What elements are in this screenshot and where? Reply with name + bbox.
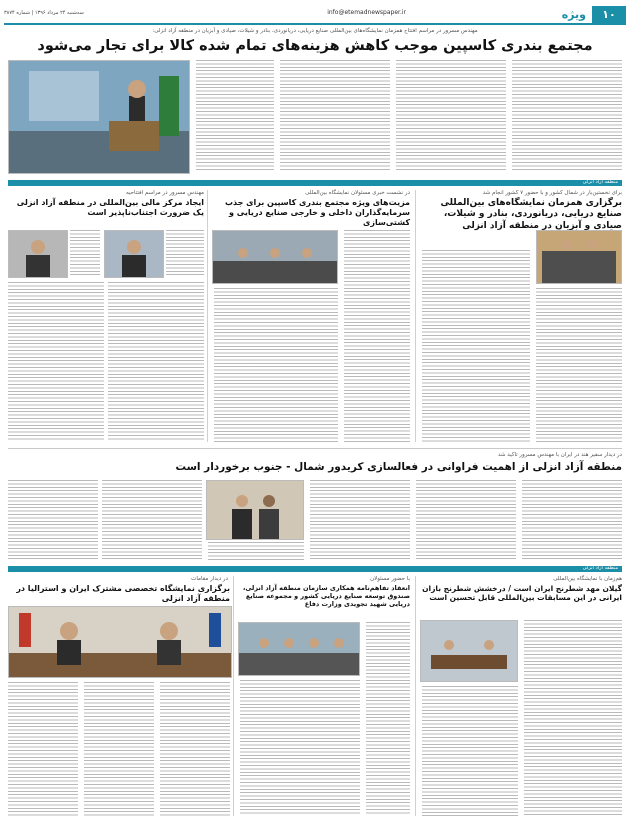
article-4-photo bbox=[420, 620, 518, 682]
article-3-text-1 bbox=[70, 230, 100, 276]
lead-kicker: مهندس مسرور در مراسم افتتاح همزمان نمایشگاه‌های بین‌المللی صنایع دریایی، دریانوردی، بنادر و شیلات، صیادی و آبزیان در منطقه آزاد انزلی: bbox=[152, 28, 478, 34]
divider bbox=[415, 190, 416, 442]
article-3-text-4 bbox=[108, 282, 204, 442]
feature-text-col-6 bbox=[102, 480, 202, 560]
article-3-text-3 bbox=[8, 282, 104, 442]
article-5-text-1 bbox=[366, 622, 410, 816]
article-2-photo bbox=[212, 230, 338, 284]
article-6-headline: برگزاری نمایشگاه تخصصی مشترک ایران و استرالیا در منطقه آزاد انزلی bbox=[16, 584, 230, 603]
article-2-kicker: در نشست خبری مسئولان نمایشگاه بین‌المللی bbox=[305, 190, 410, 196]
article-3-kicker: مهندس مسرور در مراسم افتتاحیه bbox=[126, 190, 204, 196]
article-5-text-2 bbox=[240, 680, 360, 816]
article-2-text-1 bbox=[344, 230, 410, 442]
dateline: سه‌شنبه ۲۴ مرداد ۱۳۹۶ | شماره ۳۸۷۴ bbox=[4, 10, 84, 16]
article-4-headline: گیلان مهد شطرنج ایران است / درخشش شطرنج بازان ایرانی در این مسابقات بین‌المللی قابل تحسین است bbox=[422, 584, 622, 603]
feature-text-col-4 bbox=[208, 542, 304, 560]
divider bbox=[207, 190, 208, 442]
divider bbox=[233, 576, 234, 816]
divider bbox=[415, 576, 416, 816]
article-5-headline: انعقاد تفاهم‌نامه همکاری سازمان منطقه آزاد انزلی، صندوق توسعه صنایع دریایی کشور و مجموعه صنایع دریایی شهید تجویدی وزارت دفاع bbox=[242, 584, 410, 609]
lead-text-col-4 bbox=[196, 60, 274, 172]
article-5-kicker: با حضور مسئولان bbox=[370, 576, 410, 582]
article-4-text-1 bbox=[524, 620, 622, 816]
feature-text-col-3 bbox=[310, 480, 410, 560]
feature-text-col-2 bbox=[416, 480, 516, 560]
article-5-photo bbox=[238, 622, 360, 676]
lead-text-col-3 bbox=[280, 60, 390, 172]
article-1-kicker: برای نخستین‌بار در شمال کشور و با حضور ۷ کشور انجام شد bbox=[482, 190, 622, 196]
section-bar-label: منطقه آزاد انزلی bbox=[582, 179, 618, 185]
article-3-headline: ایجاد مرکز مالی بین‌المللی در منطقه آزاد انزلی یک ضرورت اجتناب‌ناپذیر است bbox=[16, 198, 204, 217]
article-1-headline: برگزاری همزمان نمایشگاه‌های بین‌المللی صنایع دریایی، دریانوردی، بنادر و شیلات، صیادی و آبزیان در منطقه آزاد انزلی bbox=[440, 198, 622, 231]
feature-photo bbox=[206, 480, 304, 540]
section-bar-label: منطقه آزاد انزلی bbox=[582, 565, 618, 571]
article-6-text-2 bbox=[84, 682, 154, 816]
site-email[interactable]: info@etemadnewspaper.ir bbox=[327, 9, 406, 16]
page-number: ۱۰ bbox=[592, 6, 626, 23]
article-2-text-2 bbox=[214, 288, 338, 442]
article-2-headline: مزیت‌های ویژه مجتمع بندری کاسپین برای جذب سرمایه‌گذاران داخلی و خارجی صنایع دریایی و کشتی‌سازی bbox=[224, 198, 410, 227]
article-1-photo bbox=[536, 230, 622, 284]
lead-text-col-1 bbox=[512, 60, 622, 172]
article-3-photo-2 bbox=[104, 230, 164, 278]
section-title: ویژه bbox=[561, 8, 586, 21]
lead-photo bbox=[8, 60, 190, 174]
feature-text-col-1 bbox=[522, 480, 622, 560]
article-1-text-1 bbox=[422, 250, 530, 442]
section-bar bbox=[8, 180, 622, 186]
divider bbox=[8, 448, 622, 449]
masthead bbox=[4, 6, 626, 25]
article-4-kicker: هم‌زمان با نمایشگاه بین‌المللی bbox=[553, 576, 622, 582]
article-6-kicker: در دیدار مقامات bbox=[191, 576, 228, 582]
feature-text-col-5 bbox=[8, 480, 98, 560]
section-bar-2 bbox=[8, 566, 622, 572]
lead-headline: مجتمع بندری کاسپین موجب کاهش هزینه‌های تمام شده کالا برای تجار می‌شود bbox=[37, 38, 593, 54]
article-3-text-2 bbox=[166, 230, 204, 276]
article-6-photo bbox=[8, 606, 232, 678]
article-3-photo-1 bbox=[8, 230, 68, 278]
article-6-text-3 bbox=[160, 682, 230, 816]
article-1-text-2 bbox=[536, 288, 622, 442]
feature-kicker: در دیدار سفیر هند در ایران با مهندس مسرور تاکید شد bbox=[498, 452, 622, 458]
feature-headline: منطقه آزاد انزلی از اهمیت فراوانی در فعالسازی کریدور شمال - جنوب برخوردار است bbox=[175, 461, 622, 473]
lead-text-col-2 bbox=[396, 60, 506, 172]
article-4-text-2 bbox=[422, 686, 518, 816]
article-6-text-1 bbox=[8, 682, 78, 816]
